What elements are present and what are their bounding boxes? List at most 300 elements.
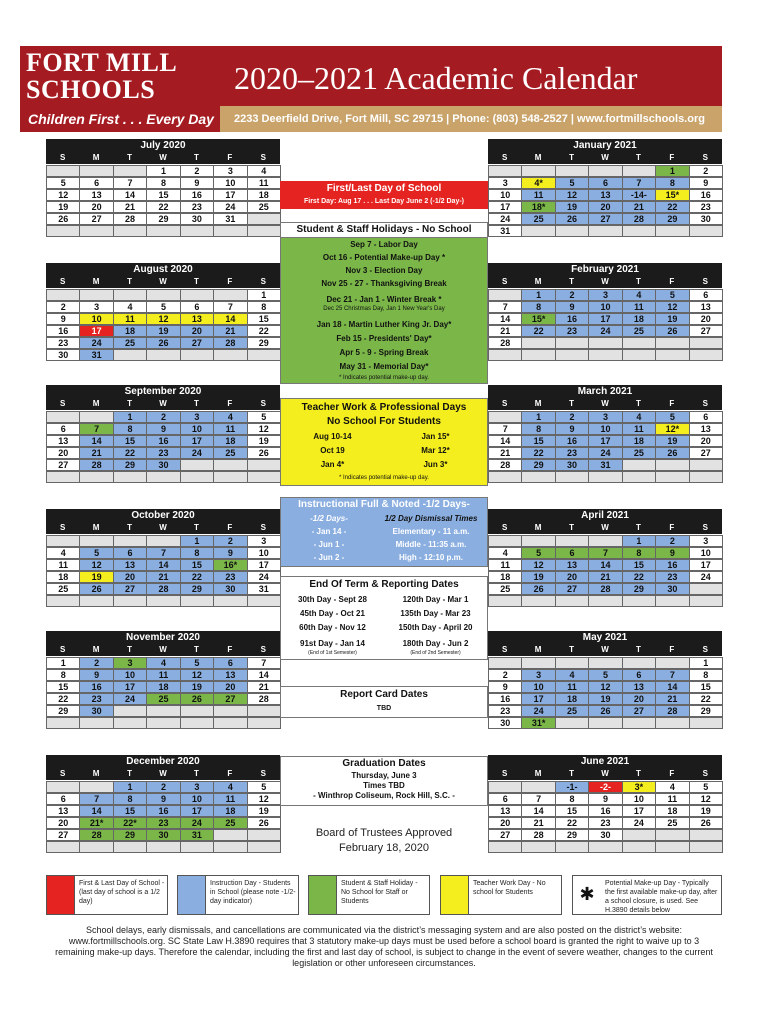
term-note: (End of 1st Semester) bbox=[308, 650, 357, 656]
day-cell: 1 bbox=[247, 289, 281, 301]
day-cell bbox=[113, 349, 147, 361]
week-row bbox=[46, 459, 280, 471]
day-cell: 12 bbox=[689, 793, 723, 805]
day-cell: 5 bbox=[247, 411, 281, 423]
day-cell: 20 bbox=[180, 325, 214, 337]
day-cell: 31 bbox=[79, 349, 113, 361]
term-note: (End of 2nd Semester) bbox=[410, 650, 461, 656]
day-cell: 30 bbox=[555, 459, 589, 471]
day-cell bbox=[46, 781, 80, 793]
day-cell bbox=[689, 471, 723, 483]
header bbox=[20, 46, 722, 132]
day-cell bbox=[180, 225, 214, 237]
day-cell bbox=[79, 289, 113, 301]
holiday-item: Dec 21 - Jan 1 - Winter Break * bbox=[326, 295, 442, 304]
week-row bbox=[46, 571, 280, 583]
day-cell: 24 bbox=[213, 201, 247, 213]
dismissal-time: High - 12:10 p.m. bbox=[398, 553, 463, 562]
day-cell bbox=[521, 841, 555, 853]
day-cell: 20 bbox=[213, 681, 247, 693]
day-cell bbox=[622, 337, 656, 349]
day-cell: 28 bbox=[247, 693, 281, 705]
day-cell: 8 bbox=[247, 301, 281, 313]
weekday-label: F bbox=[227, 769, 233, 778]
day-cell bbox=[247, 595, 281, 607]
day-cell: 27 bbox=[689, 447, 723, 459]
day-cell: 17 bbox=[180, 805, 214, 817]
day-cell: 21 bbox=[213, 325, 247, 337]
weekday-label: T bbox=[635, 277, 641, 286]
weekday-label: W bbox=[601, 153, 609, 162]
day-cell: 7 bbox=[488, 301, 522, 313]
day-cell: 24 bbox=[180, 817, 214, 829]
weekday-label: T bbox=[127, 399, 132, 408]
day-cell: 28 bbox=[79, 829, 113, 841]
instructional-title: Instructional Full & Noted -1/2 Days- bbox=[298, 499, 470, 510]
week-row bbox=[488, 571, 722, 583]
day-cell: 5 bbox=[689, 781, 723, 793]
day-cell: 23 bbox=[180, 201, 214, 213]
day-cell: 22* bbox=[113, 817, 147, 829]
day-cell: 6 bbox=[689, 289, 723, 301]
day-cell: 2 bbox=[555, 411, 589, 423]
day-cell: 22 bbox=[689, 693, 723, 705]
weekday-label: M bbox=[92, 277, 100, 286]
day-cell: 8 bbox=[180, 547, 214, 559]
week-row bbox=[488, 705, 722, 717]
week-row bbox=[46, 213, 280, 225]
weekday-label: M bbox=[534, 523, 542, 532]
weekday-label: W bbox=[601, 277, 609, 286]
day-cell: 6 bbox=[213, 657, 247, 669]
day-cell: 25 bbox=[622, 325, 656, 337]
week-row bbox=[46, 201, 280, 213]
day-cell: 30 bbox=[488, 717, 522, 729]
day-cell bbox=[689, 717, 723, 729]
day-cell bbox=[79, 225, 113, 237]
week-row bbox=[488, 459, 722, 471]
page-title: 2020–2021 Academic Calendar bbox=[234, 60, 638, 96]
first-last-text: First Day: Aug 17 . . . Last Day June 2 (-1/2 Day-) bbox=[303, 198, 464, 205]
day-cell: 27 bbox=[689, 325, 723, 337]
day-cell: 15 bbox=[689, 681, 723, 693]
day-cell: 4 bbox=[46, 547, 80, 559]
weekday-header bbox=[46, 398, 280, 410]
week-row bbox=[46, 781, 280, 793]
day-cell: 24 bbox=[521, 705, 555, 717]
day-cell: 16 bbox=[488, 693, 522, 705]
day-cell: 30 bbox=[146, 459, 180, 471]
day-cell: 25 bbox=[146, 693, 180, 705]
week-row bbox=[488, 841, 722, 853]
day-cell: 22 bbox=[247, 325, 281, 337]
weekday-label: T bbox=[127, 769, 132, 778]
term-date: 91st Day - Jan 14 bbox=[300, 639, 365, 648]
week-row bbox=[46, 717, 280, 729]
day-cell bbox=[588, 337, 622, 349]
day-cell bbox=[113, 705, 147, 717]
weekday-header bbox=[488, 152, 722, 164]
day-cell: 3 bbox=[113, 657, 147, 669]
weekday-label: M bbox=[534, 645, 542, 654]
day-cell bbox=[555, 471, 589, 483]
day-cell: 12 bbox=[555, 189, 589, 201]
day-cell: 26 bbox=[689, 817, 723, 829]
month-title: March 2021 bbox=[488, 385, 722, 398]
day-cell: 2 bbox=[213, 535, 247, 547]
weekday-header bbox=[46, 276, 280, 288]
day-cell: 6 bbox=[689, 411, 723, 423]
day-cell bbox=[488, 781, 522, 793]
day-cell: 5 bbox=[146, 301, 180, 313]
day-cell bbox=[146, 705, 180, 717]
month-title: November 2020 bbox=[46, 631, 280, 644]
holiday-item: Jan 18 - Martin Luther King Jr. Day* bbox=[316, 320, 452, 329]
day-cell bbox=[146, 471, 180, 483]
day-cell: 10 bbox=[113, 669, 147, 681]
day-cell bbox=[146, 535, 180, 547]
day-cell: 17 bbox=[689, 559, 723, 571]
legend-swatch-yellow bbox=[441, 876, 469, 914]
day-cell: 20 bbox=[622, 693, 656, 705]
day-cell bbox=[488, 165, 522, 177]
day-cell: 8 bbox=[113, 793, 147, 805]
week-row bbox=[46, 805, 280, 817]
day-cell: 7 bbox=[521, 793, 555, 805]
day-cell bbox=[689, 595, 723, 607]
day-cell: 12* bbox=[655, 423, 689, 435]
day-cell: 28 bbox=[488, 337, 522, 349]
day-cell: 21 bbox=[521, 817, 555, 829]
day-cell: 4 bbox=[113, 301, 147, 313]
day-cell: 4 bbox=[488, 547, 522, 559]
day-cell: 10 bbox=[213, 177, 247, 189]
legend-swatch-red bbox=[47, 876, 75, 914]
day-cell: 13 bbox=[689, 423, 723, 435]
graduation-title: Graduation Dates bbox=[342, 758, 426, 769]
weekday-label: F bbox=[227, 399, 233, 408]
day-cell: 20 bbox=[588, 201, 622, 213]
day-cell: 19 bbox=[521, 571, 555, 583]
day-cell: 18 bbox=[655, 805, 689, 817]
day-cell: 27 bbox=[555, 583, 589, 595]
day-cell: 2 bbox=[146, 411, 180, 423]
week-row bbox=[488, 829, 722, 841]
day-cell: 11 bbox=[488, 559, 522, 571]
day-cell bbox=[180, 459, 214, 471]
day-cell: 18 bbox=[247, 189, 281, 201]
weekday-header bbox=[488, 398, 722, 410]
day-cell: 21 bbox=[247, 681, 281, 693]
day-cell bbox=[180, 705, 214, 717]
day-cell: 11 bbox=[655, 793, 689, 805]
weekday-label: T bbox=[635, 769, 641, 778]
weekday-label: S bbox=[702, 645, 708, 654]
day-cell: 20 bbox=[113, 571, 147, 583]
day-cell bbox=[588, 165, 622, 177]
day-cell bbox=[622, 459, 656, 471]
day-cell: 25 bbox=[213, 447, 247, 459]
day-cell: 17 bbox=[521, 693, 555, 705]
holiday-item: Feb 15 - Presidents' Day* bbox=[336, 334, 432, 343]
teacher-days-box bbox=[280, 398, 488, 486]
day-cell bbox=[655, 459, 689, 471]
day-cell: 23 bbox=[588, 817, 622, 829]
day-cell: 9 bbox=[79, 669, 113, 681]
teacher-day: Jan 15* bbox=[421, 432, 450, 441]
day-cell: 15 bbox=[521, 435, 555, 447]
day-cell: 18 bbox=[46, 571, 80, 583]
day-cell: 30 bbox=[689, 213, 723, 225]
day-cell: 6 bbox=[588, 177, 622, 189]
day-cell: 25 bbox=[213, 817, 247, 829]
day-cell: 3 bbox=[247, 535, 281, 547]
weekday-header bbox=[488, 276, 722, 288]
week-row bbox=[46, 325, 280, 337]
day-cell bbox=[588, 595, 622, 607]
day-cell bbox=[655, 349, 689, 361]
day-cell: 26 bbox=[79, 583, 113, 595]
dismissal-time: Middle - 11:35 a.m. bbox=[395, 540, 467, 549]
weekday-label: F bbox=[227, 523, 233, 532]
day-cell: 31 bbox=[247, 583, 281, 595]
holiday-item: Apr 5 - 9 - Spring Break bbox=[339, 348, 429, 357]
day-cell bbox=[146, 841, 180, 853]
first-last-title: First/Last Day of School bbox=[326, 183, 442, 194]
day-cell bbox=[79, 535, 113, 547]
day-cell bbox=[622, 717, 656, 729]
day-cell: 13 bbox=[213, 669, 247, 681]
weekday-label: S bbox=[60, 523, 66, 532]
graduation-line: Thursday, June 3 bbox=[351, 771, 417, 780]
day-cell: 4 bbox=[622, 411, 656, 423]
day-cell: 6 bbox=[488, 793, 522, 805]
day-cell: 16 bbox=[588, 805, 622, 817]
day-cell: 11 bbox=[521, 189, 555, 201]
day-cell: 14 bbox=[146, 559, 180, 571]
day-cell: 23 bbox=[655, 571, 689, 583]
day-cell bbox=[555, 595, 589, 607]
weekday-header bbox=[46, 768, 280, 780]
day-cell: 1 bbox=[521, 411, 555, 423]
day-cell: 22 bbox=[46, 693, 80, 705]
week-row bbox=[46, 349, 280, 361]
day-cell bbox=[655, 337, 689, 349]
week-row bbox=[488, 225, 722, 237]
day-cell: 5 bbox=[521, 547, 555, 559]
day-cell: 21 bbox=[488, 447, 522, 459]
day-cell: 18 bbox=[488, 571, 522, 583]
day-cell: 3 bbox=[488, 177, 522, 189]
week-row bbox=[488, 583, 722, 595]
day-cell: 25 bbox=[46, 583, 80, 595]
weekday-header bbox=[46, 644, 280, 656]
week-row bbox=[46, 225, 280, 237]
day-cell: 21 bbox=[622, 201, 656, 213]
term-date: 120th Day - Mar 1 bbox=[402, 595, 469, 604]
weekday-label: M bbox=[92, 645, 100, 654]
day-cell: 2 bbox=[689, 165, 723, 177]
day-cell: 10 bbox=[488, 189, 522, 201]
day-cell: 27 bbox=[488, 829, 522, 841]
day-cell bbox=[488, 595, 522, 607]
day-cell: 29 bbox=[46, 705, 80, 717]
day-cell: 26 bbox=[655, 447, 689, 459]
day-cell bbox=[79, 781, 113, 793]
day-cell bbox=[146, 289, 180, 301]
weekday-label: T bbox=[127, 523, 132, 532]
week-row bbox=[46, 559, 280, 571]
day-cell: 19 bbox=[79, 571, 113, 583]
week-row bbox=[488, 535, 722, 547]
weekday-label: W bbox=[159, 153, 167, 162]
week-row bbox=[488, 471, 722, 483]
day-cell: 8 bbox=[689, 669, 723, 681]
day-cell: 10 bbox=[588, 423, 622, 435]
day-cell bbox=[588, 225, 622, 237]
day-cell bbox=[521, 781, 555, 793]
day-cell: 28 bbox=[113, 213, 147, 225]
week-row bbox=[46, 165, 280, 177]
day-cell: 23 bbox=[555, 325, 589, 337]
day-cell: 1 bbox=[180, 535, 214, 547]
day-cell: 18 bbox=[113, 325, 147, 337]
holiday-item: Sep 7 - Labor Day bbox=[350, 240, 418, 249]
weekday-label: T bbox=[193, 769, 199, 778]
day-cell: 29 bbox=[689, 705, 723, 717]
day-cell: 18 bbox=[622, 435, 656, 447]
week-row bbox=[488, 817, 722, 829]
day-cell: 20 bbox=[555, 571, 589, 583]
day-cell: 28 bbox=[488, 459, 522, 471]
day-cell: 27 bbox=[622, 705, 656, 717]
day-cell bbox=[46, 225, 80, 237]
day-cell: 24 bbox=[588, 447, 622, 459]
legend-holiday bbox=[308, 875, 430, 915]
day-cell: 25 bbox=[113, 337, 147, 349]
day-cell: 8 bbox=[46, 669, 80, 681]
legend-swatch-green bbox=[309, 876, 337, 914]
day-cell bbox=[588, 471, 622, 483]
day-cell: 16 bbox=[555, 435, 589, 447]
day-cell bbox=[488, 349, 522, 361]
day-cell: 6 bbox=[622, 669, 656, 681]
day-cell: -2- bbox=[588, 781, 622, 793]
weekday-label: T bbox=[569, 277, 574, 286]
day-cell: 13 bbox=[555, 559, 589, 571]
day-cell: 25 bbox=[488, 583, 522, 595]
weekday-label: F bbox=[669, 645, 675, 654]
day-cell: 16 bbox=[146, 435, 180, 447]
weekday-label: F bbox=[227, 645, 233, 654]
day-cell: 24 bbox=[488, 213, 522, 225]
day-cell: 20 bbox=[689, 313, 723, 325]
day-cell bbox=[555, 165, 589, 177]
day-cell bbox=[146, 349, 180, 361]
day-cell: 1 bbox=[113, 781, 147, 793]
day-cell: 9 bbox=[213, 547, 247, 559]
day-cell: 30 bbox=[146, 829, 180, 841]
graduation-line: - Winthrop Coliseum, Rock Hill, S.C. - bbox=[313, 791, 455, 800]
weekday-label: W bbox=[601, 523, 609, 532]
day-cell: 31 bbox=[488, 225, 522, 237]
month-title: December 2020 bbox=[46, 755, 280, 768]
weekday-label: S bbox=[260, 645, 266, 654]
legend-text: Potential Make-up Day - Typically the first available make-up day, after a school closure, is used. See H.3890 details below bbox=[605, 880, 718, 914]
term-date: 150th Day - April 20 bbox=[398, 623, 473, 632]
teacher-day: Aug 10-14 bbox=[313, 432, 352, 441]
month-title: July 2020 bbox=[46, 139, 280, 152]
day-cell: 3 bbox=[588, 411, 622, 423]
weekday-label: T bbox=[193, 523, 199, 532]
day-cell: 10 bbox=[180, 423, 214, 435]
holiday-item: Dec 25 Christmas Day, Jan 1 New Year's Day bbox=[323, 306, 445, 312]
week-row bbox=[488, 595, 722, 607]
day-cell: 24 bbox=[113, 693, 147, 705]
day-cell bbox=[46, 165, 80, 177]
day-cell: 22 bbox=[113, 447, 147, 459]
weekday-label: T bbox=[127, 645, 132, 654]
day-cell: 18 bbox=[213, 805, 247, 817]
weekday-label: S bbox=[260, 769, 266, 778]
day-cell: 26 bbox=[555, 213, 589, 225]
day-cell: 30 bbox=[655, 583, 689, 595]
day-cell bbox=[213, 595, 247, 607]
day-cell: 29 bbox=[146, 213, 180, 225]
week-row bbox=[46, 705, 280, 717]
day-cell: 28 bbox=[146, 583, 180, 595]
weekday-label: T bbox=[635, 645, 641, 654]
day-cell: 26 bbox=[655, 325, 689, 337]
day-cell: 22 bbox=[622, 571, 656, 583]
day-cell bbox=[689, 459, 723, 471]
term-date: 45th Day - Oct 21 bbox=[300, 609, 365, 618]
day-cell bbox=[588, 535, 622, 547]
day-cell: 21 bbox=[113, 201, 147, 213]
week-row bbox=[46, 547, 280, 559]
legend-text: Teacher Work Day - No school for Students bbox=[473, 880, 546, 896]
weekday-header bbox=[46, 152, 280, 164]
day-cell: 5 bbox=[247, 781, 281, 793]
day-cell: -1- bbox=[555, 781, 589, 793]
weekday-label: T bbox=[193, 645, 199, 654]
day-cell: 25 bbox=[622, 447, 656, 459]
day-cell: 7 bbox=[79, 423, 113, 435]
week-row bbox=[488, 559, 722, 571]
week-row bbox=[488, 793, 722, 805]
day-cell: 30 bbox=[180, 213, 214, 225]
day-cell: 26 bbox=[247, 447, 281, 459]
day-cell: 5 bbox=[46, 177, 80, 189]
weekday-label: S bbox=[702, 277, 708, 286]
week-row bbox=[488, 337, 722, 349]
day-cell bbox=[113, 225, 147, 237]
day-cell: 7 bbox=[213, 301, 247, 313]
weekday-label: S bbox=[502, 399, 508, 408]
weekday-label: M bbox=[534, 153, 542, 162]
teacher-day: Jan 4* bbox=[320, 460, 345, 469]
weekday-label: T bbox=[569, 645, 574, 654]
week-row bbox=[46, 595, 280, 607]
day-cell bbox=[555, 841, 589, 853]
day-cell bbox=[113, 535, 147, 547]
weekday-label: S bbox=[60, 153, 66, 162]
graduation-box bbox=[280, 756, 488, 806]
weekday-label: M bbox=[534, 277, 542, 286]
day-cell bbox=[180, 595, 214, 607]
board-approval bbox=[280, 826, 488, 856]
week-row bbox=[46, 411, 280, 423]
